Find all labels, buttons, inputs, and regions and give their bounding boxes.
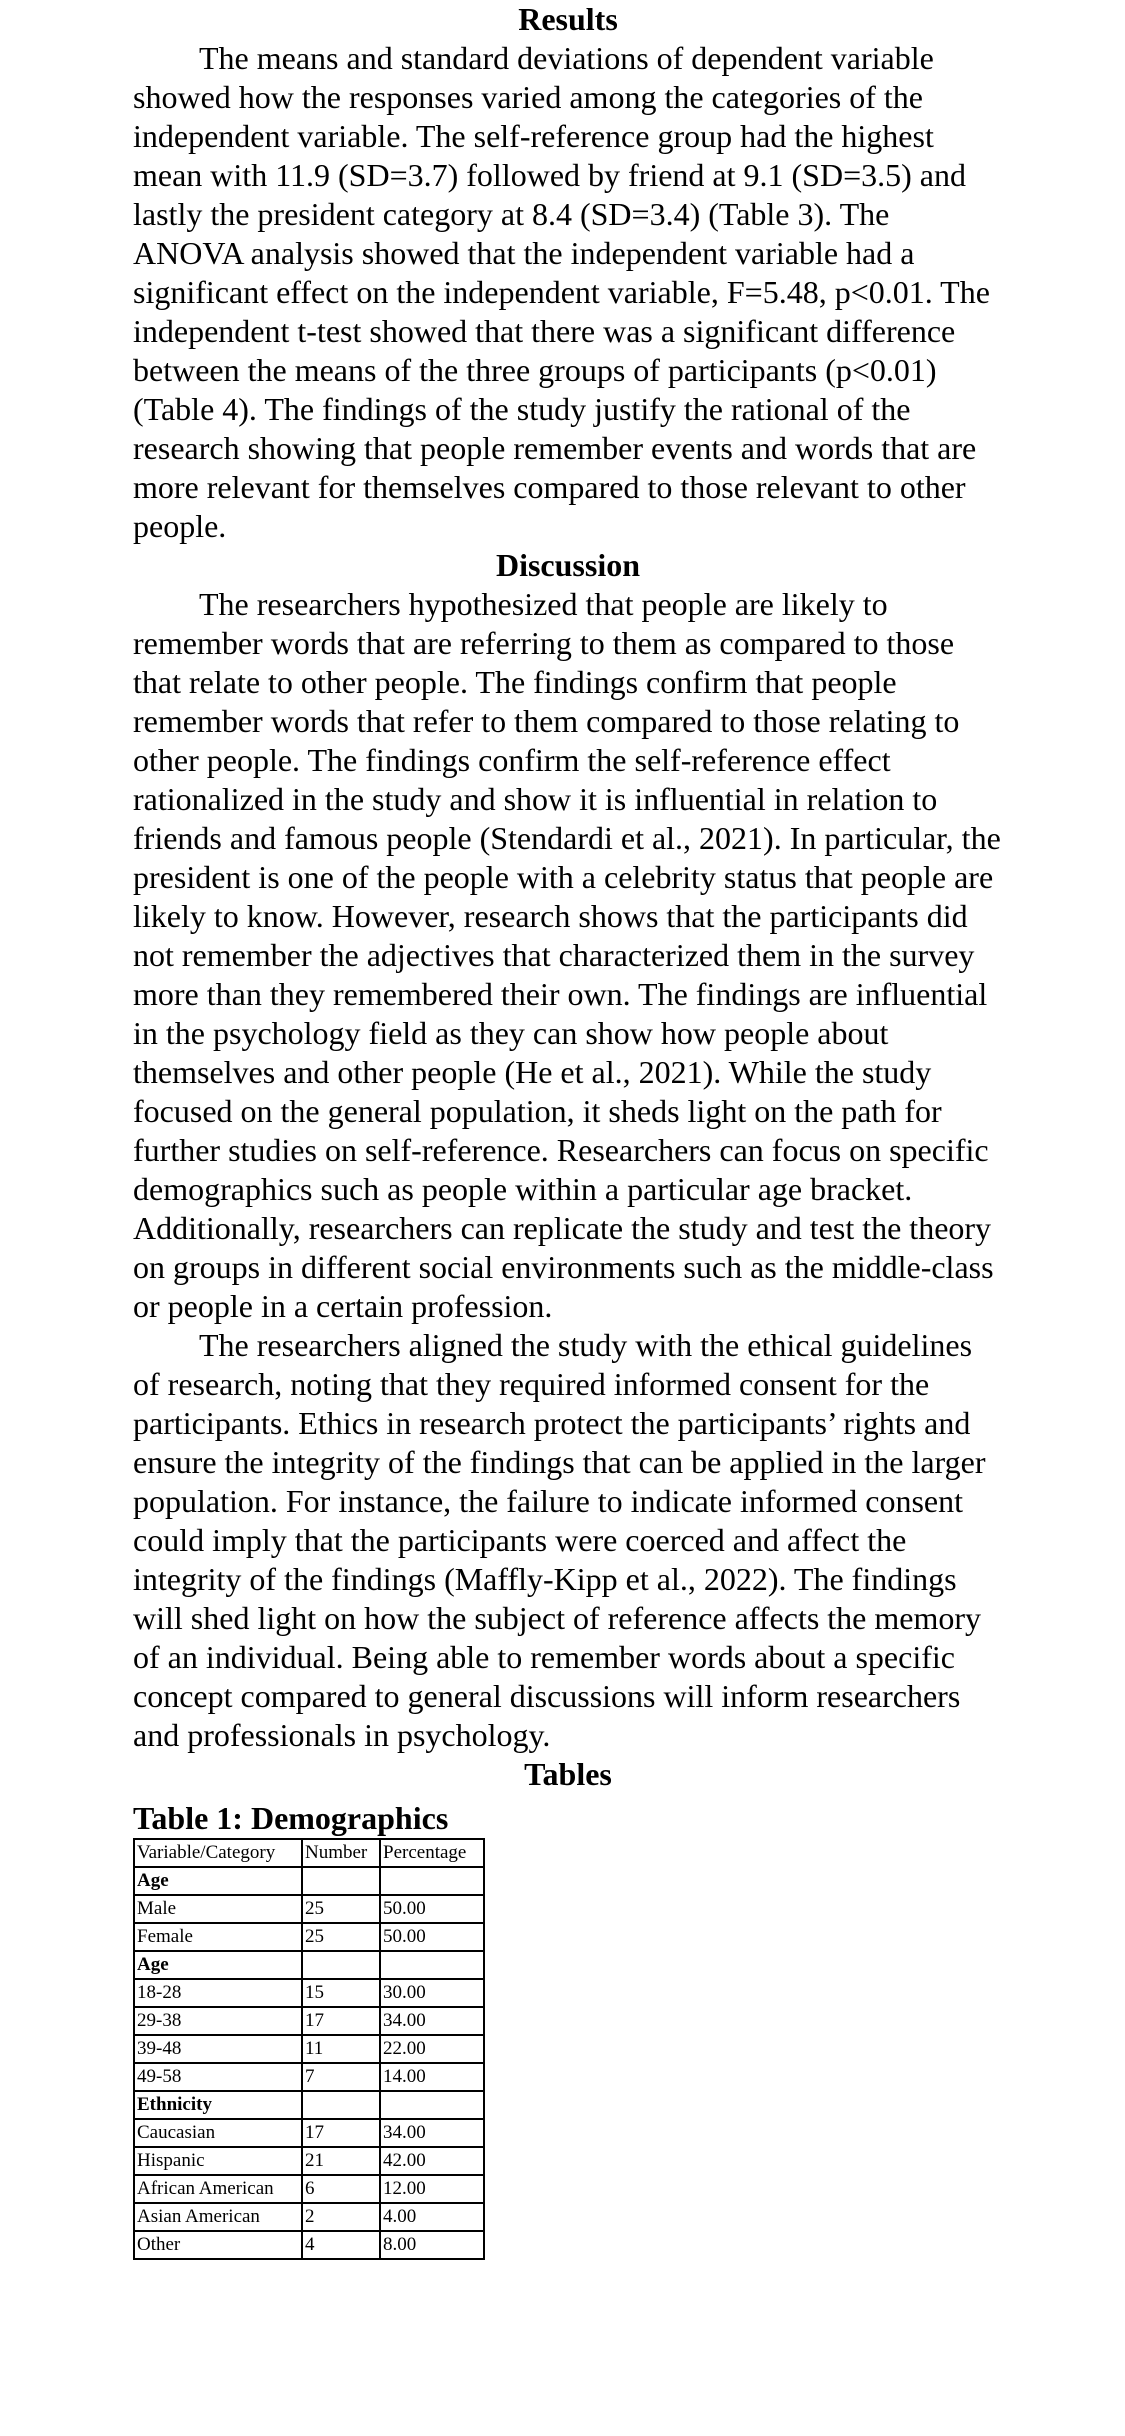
table-cell: 6: [302, 2175, 380, 2203]
table-header-row: [134, 1839, 484, 1867]
table-cell: Age: [134, 1867, 302, 1895]
table-cell: [302, 1867, 380, 1895]
table-cell: 4: [302, 2231, 380, 2259]
table-cell: Female: [134, 1923, 302, 1951]
table-row: [134, 2007, 484, 2035]
table-section-row: [134, 1951, 484, 1979]
table-cell: African American: [134, 2175, 302, 2203]
results-paragraph: The means and standard deviations of dependent variable showed how the responses varied among the categories of the independent variable. The self-reference group had the highest mean with 11.9 (SD=3.7) followed by friend at 9.1 (SD=3.5) and lastly the president category at 8.4 (SD=3.4) (Table 3). The ANOVA analysis showed that the independent variable had a significant effect on the independent variable, F=5.48, p<0.01. The independent t-test showed that there was a significant difference between the means of the three groups of participants (p<0.01) (Table 4). The findings of the study justify the rational of the research showing that people remember events and words that are more relevant for themselves compared to those relevant to other people.: [133, 40, 990, 544]
table-cell: [380, 2091, 484, 2119]
tables-heading: Tables: [524, 1756, 612, 1792]
table-cell: 25: [302, 1895, 380, 1923]
table-cell: 17: [302, 2007, 380, 2035]
table-cell: 50.00: [380, 1895, 484, 1923]
discussion-paragraph-2: The researchers aligned the study with the ethical guidelines of research, noting that they required informed consent for the participants. Ethics in research protect the participants’ rights and ensure the integrity of the findings that can be applied in the larger population. For instance, the failure to indicate informed consent could imply that the participants were coerced and affect the integrity of the findings (Maffly-Kipp et al., 2022). The findings will shed light on how the subject of reference affects the memory of an individual. Being able to remember words about a specific concept compared to general discussions will inform researchers and professionals in psychology.: [133, 1327, 986, 1753]
results-heading: Results: [518, 1, 618, 37]
table-header-cell: Number: [302, 1839, 380, 1867]
table-cell: 18-28: [134, 1979, 302, 2007]
table-row: [134, 2119, 484, 2147]
discussion-paragraph-1: The researchers hypothesized that people are likely to remember words that are referring to them as compared to those that relate to other people. The findings confirm that people remember words that refer to them compared to those relating to other people. The findings confirm the self-reference effect rationalized in the study and show it is influential in relation to friends and famous people (Stendardi et al., 2021). In particular, the president is one of the people with a celebrity status that people are likely to know. However, research shows that the participants did not remember the adjectives that characterized them in the survey more than they remembered their own. The findings are influential in the psychology field as they can show how people about themselves and other people (He et al., 2021). While the study focused on the general population, it sheds light on the path for further studies on self-reference. Researchers can focus on specific demographics such as people within a particular age bracket. Additionally, researchers can replicate the study and test the theory on groups in different social environments such as the middle-class or people in a certain profession.: [133, 586, 1001, 1324]
table-cell: 39-48: [134, 2035, 302, 2063]
table-cell: Age: [134, 1951, 302, 1979]
table-body: [134, 1867, 484, 2259]
table-cell: 8.00: [380, 2231, 484, 2259]
table-cell: Male: [134, 1895, 302, 1923]
table-cell: 15: [302, 1979, 380, 2007]
table-cell: 7: [302, 2063, 380, 2091]
table-row: [134, 2203, 484, 2231]
table-cell: 49-58: [134, 2063, 302, 2091]
table-cell: 2: [302, 2203, 380, 2231]
table-cell: 17: [302, 2119, 380, 2147]
table-cell: [380, 1867, 484, 1895]
table-cell: Other: [134, 2231, 302, 2259]
table-cell: 50.00: [380, 1923, 484, 1951]
table-cell: [302, 1951, 380, 1979]
demographics-table: [133, 1838, 485, 2260]
table-cell: 34.00: [380, 2007, 484, 2035]
table-row: [134, 1979, 484, 2007]
table-header-cell: Percentage: [380, 1839, 484, 1867]
table-cell: [380, 1951, 484, 1979]
table-row: [134, 2231, 484, 2259]
table-header-cell: Variable/Category: [134, 1839, 302, 1867]
table-cell: Ethnicity: [134, 2091, 302, 2119]
table-cell: 22.00: [380, 2035, 484, 2063]
discussion-heading: Discussion: [495, 547, 641, 583]
table-row: [134, 1923, 484, 1951]
table-cell: 29-38: [134, 2007, 302, 2035]
table-cell: 11: [302, 2035, 380, 2063]
table-cell: 14.00: [380, 2063, 484, 2091]
table-row: [134, 2035, 484, 2063]
table-cell: 34.00: [380, 2119, 484, 2147]
table-section-row: [134, 1867, 484, 1895]
table-cell: 42.00: [380, 2147, 484, 2175]
table-section-row: [134, 2091, 484, 2119]
table-cell: 30.00: [380, 1979, 484, 2007]
table-row: [134, 2175, 484, 2203]
table-row: [134, 2147, 484, 2175]
table-cell: Hispanic: [134, 2147, 302, 2175]
table-row: [134, 2063, 484, 2091]
table-cell: Caucasian: [134, 2119, 302, 2147]
table-cell: 25: [302, 1923, 380, 1951]
table-row: [134, 1895, 484, 1923]
table-cell: [302, 2091, 380, 2119]
document-page: [133, 0, 1003, 2260]
table-cell: Asian American: [134, 2203, 302, 2231]
table-cell: 12.00: [380, 2175, 484, 2203]
table-cell: 21: [302, 2147, 380, 2175]
table-cell: 4.00: [380, 2203, 484, 2231]
table-1-title: Table 1: Demographics: [133, 1800, 449, 1836]
